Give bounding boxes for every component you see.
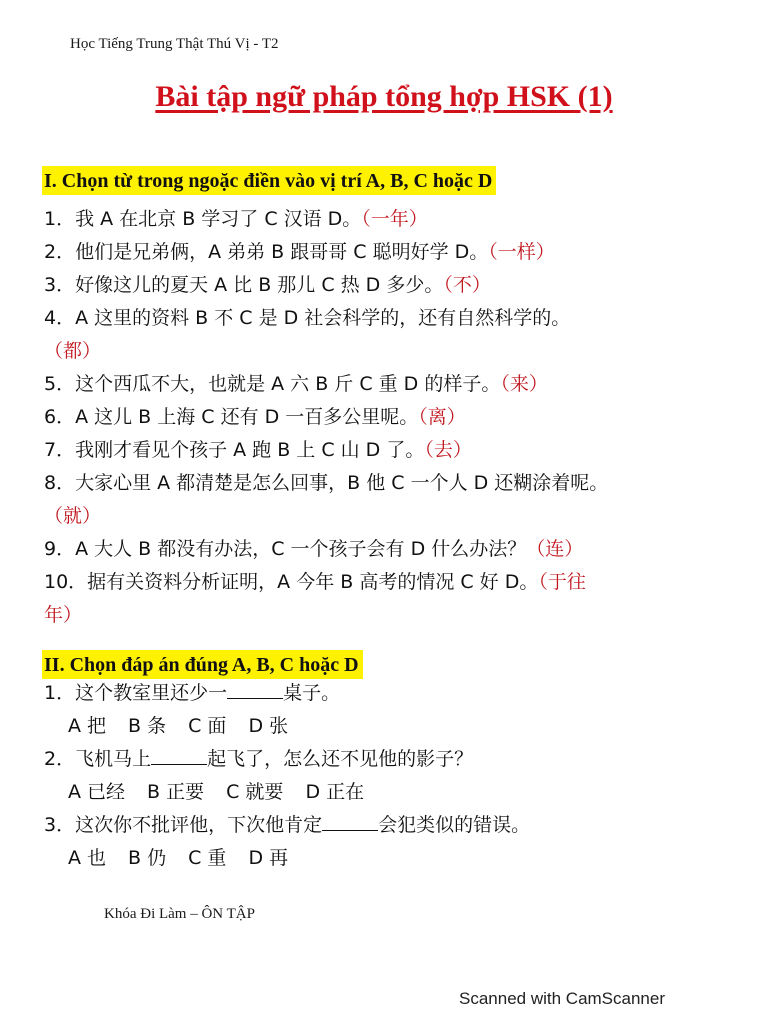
answer-option: C 面 bbox=[188, 715, 227, 737]
answer-option: D 再 bbox=[248, 847, 289, 869]
section1-line bbox=[44, 566, 744, 599]
question-text: 6．A 这儿 B 上海 C 还有 D 一百多公里呢。 bbox=[44, 406, 419, 428]
section1-line bbox=[44, 236, 744, 269]
section2-question bbox=[44, 809, 744, 842]
answer-option: D 正在 bbox=[305, 781, 365, 803]
option-row bbox=[44, 842, 744, 875]
question-text-after: 起飞了，怎么还不见他的影子？ bbox=[207, 748, 474, 770]
answer-option: D 张 bbox=[248, 715, 289, 737]
answer-hint: （于往 bbox=[538, 571, 586, 593]
answer-hint: （不） bbox=[443, 274, 491, 296]
answer-option: C 重 bbox=[188, 847, 227, 869]
answer-blank bbox=[151, 746, 207, 765]
question-text: 3．好像这儿的夏天 A 比 B 那儿 C 热 D 多少。 bbox=[44, 274, 444, 296]
answer-option: B 仍 bbox=[128, 847, 167, 869]
answer-hint: （去） bbox=[424, 439, 472, 461]
section1-heading: I. Chọn từ trong ngoặc điền vào vị trí A, B, C hoặc D bbox=[42, 166, 496, 195]
answer-hint: 年） bbox=[44, 604, 83, 626]
answer-option: B 条 bbox=[128, 715, 167, 737]
answer-blank bbox=[322, 812, 378, 831]
question-text: 8．大家心里 A 都清楚是怎么回事，B 他 C 一个人 D 还糊涂着呢。 bbox=[44, 472, 609, 494]
answer-hint: （连） bbox=[526, 538, 584, 560]
question-text-before: 2．飞机马上 bbox=[44, 748, 152, 770]
question-text: 2．他们是兄弟俩，A 弟弟 B 跟哥哥 C 聪明好学 D。 bbox=[44, 241, 489, 263]
scanner-watermark: Scanned with CamScanner bbox=[459, 989, 666, 1008]
answer-hint: （就） bbox=[44, 505, 102, 527]
section2-question bbox=[44, 743, 744, 776]
answer-option: B 正要 bbox=[147, 781, 205, 803]
section1-line bbox=[44, 203, 744, 236]
section2-question-list bbox=[44, 677, 744, 875]
question-text-before: 1．这个教室里还少一 bbox=[44, 682, 228, 704]
section1-line bbox=[44, 401, 744, 434]
answer-option: A 把 bbox=[68, 715, 107, 737]
question-text: 10．据有关资料分析证明，A 今年 B 高考的情况 C 好 D。 bbox=[44, 571, 539, 593]
section1-line bbox=[44, 599, 744, 632]
answer-hint: （离） bbox=[418, 406, 466, 428]
answer-option: A 也 bbox=[68, 847, 107, 869]
section1-line bbox=[44, 302, 744, 335]
section2-question bbox=[44, 677, 744, 710]
section1-line bbox=[44, 434, 744, 467]
question-text-before: 3．这次你不批评他，下次他肯定 bbox=[44, 814, 323, 836]
header-note: Học Tiếng Trung Thật Thú Vị - T2 bbox=[70, 36, 279, 52]
question-text-after: 桌子。 bbox=[283, 682, 341, 704]
question-text: 5．这个西瓜不大，也就是 A 六 B 斤 C 重 D 的样子。 bbox=[44, 373, 501, 395]
section1-line bbox=[44, 533, 744, 566]
option-row bbox=[44, 776, 744, 809]
question-text: 9．A 大人 B 都没有办法，C 一个孩子会有 D 什么办法？ bbox=[44, 538, 527, 560]
answer-hint: （一样） bbox=[488, 241, 555, 263]
answer-option: A 已经 bbox=[68, 781, 126, 803]
answer-blank bbox=[227, 680, 283, 699]
question-text: 1．我 A 在北京 B 学习了 C 汉语 D。 bbox=[44, 208, 362, 230]
section2-heading: II. Chọn đáp án đúng A, B, C hoặc D bbox=[42, 650, 363, 679]
answer-hint: （来） bbox=[500, 373, 548, 395]
footer-note: Khóa Đi Làm – ÔN TẬP bbox=[104, 906, 255, 922]
answer-option: C 就要 bbox=[226, 781, 284, 803]
answer-hint: （一年） bbox=[361, 208, 428, 230]
answer-hint: （都） bbox=[44, 340, 102, 362]
question-text: 4．A 这里的资料 B 不 C 是 D 社会科学的，还有自然科学的。 bbox=[44, 307, 571, 329]
question-text-after: 会犯类似的错误。 bbox=[378, 814, 531, 836]
question-text: 7．我刚才看见个孩子 A 跑 B 上 C 山 D 了。 bbox=[44, 439, 425, 461]
section1-line bbox=[44, 500, 744, 533]
section1-line bbox=[44, 335, 744, 368]
section1-line bbox=[44, 368, 744, 401]
section1-line bbox=[44, 467, 744, 500]
section1-line bbox=[44, 269, 744, 302]
option-row bbox=[44, 710, 744, 743]
document-title: Bài tập ngữ pháp tổng hợp HSK (1) bbox=[155, 80, 613, 113]
section1-question-list bbox=[44, 203, 744, 632]
